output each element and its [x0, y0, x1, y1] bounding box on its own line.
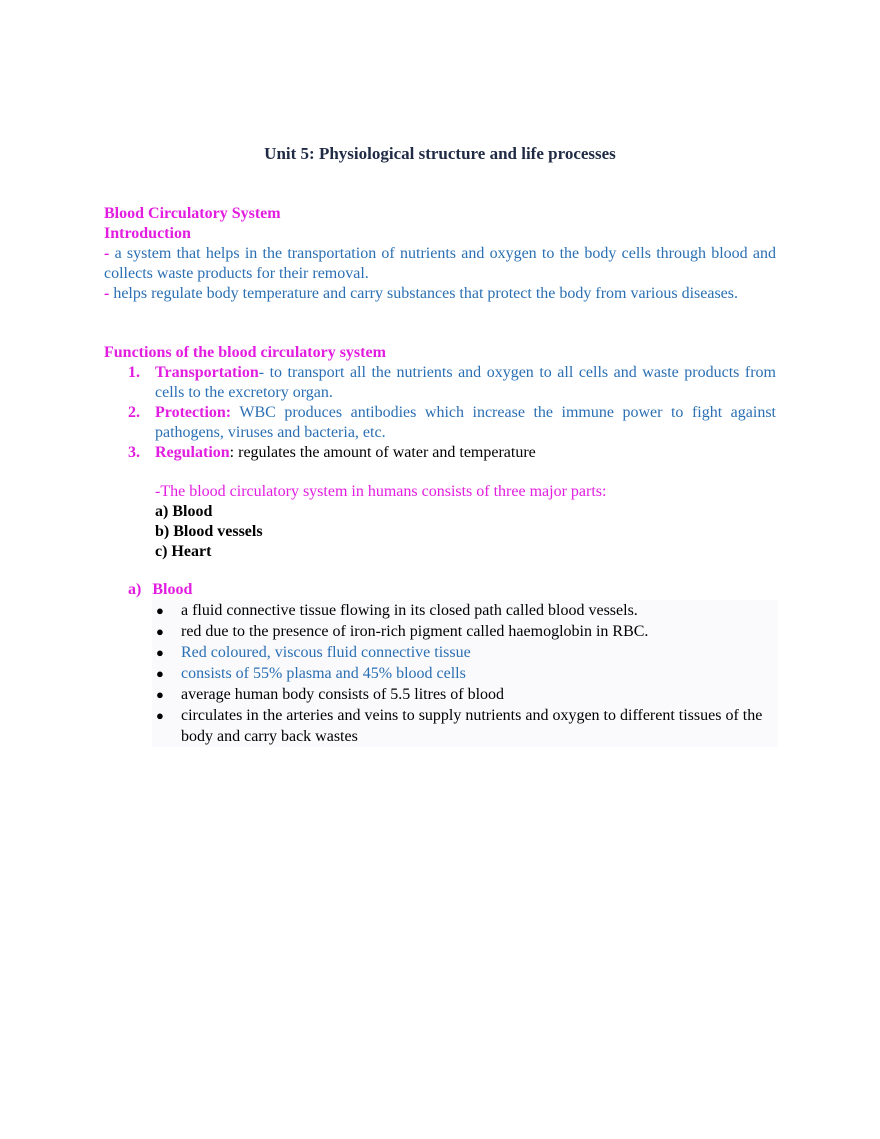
parts-item: b) Blood vessels	[155, 523, 263, 540]
bullet-text: red due to the presence of iron-rich pigment called haemoglobin in RBC.	[181, 623, 649, 640]
bullet-text: a fluid connective tissue flowing in its closed path called blood vessels.	[181, 602, 638, 619]
bullet-icon: ●	[156, 708, 164, 723]
bullet-item	[152, 663, 778, 684]
bullet-item	[152, 705, 778, 747]
function-number: 3.	[128, 444, 140, 461]
function-number: 1.	[128, 364, 140, 381]
function-text: WBC produces antibodies which increase the immune power to fight against pathogens, viruses and bacteria, etc.	[155, 404, 776, 441]
function-number: 2.	[128, 404, 140, 421]
intro-point	[104, 284, 776, 304]
bullet-text: circulates in the arteries and veins to supply nutrients and oxygen to different tissues of the body and carry back wastes	[181, 707, 763, 745]
section-heading: Blood Circulatory System	[104, 205, 281, 222]
function-item	[104, 443, 776, 463]
parts-item: a) Blood	[155, 503, 213, 520]
function-item	[104, 403, 776, 443]
function-item	[104, 363, 776, 403]
bullet-icon: ●	[156, 603, 164, 618]
blood-heading-text: Blood	[152, 581, 193, 598]
blood-heading	[128, 580, 192, 600]
parts-intro: -The blood circulatory system in humans consists of three major parts:	[155, 483, 607, 500]
functions-list	[104, 363, 776, 463]
functions-heading: Functions of the blood circulatory system	[104, 344, 386, 361]
blood-bullet-list	[152, 600, 778, 747]
parts-block	[155, 482, 776, 562]
bullet-text: consists of 55% plasma and 45% blood cells	[181, 665, 466, 682]
function-text: - to transport all the nutrients and oxygen to all cells and waste products from cells to the excretory organ.	[155, 364, 776, 401]
parts-item: c) Heart	[155, 543, 212, 560]
bullet-icon: ●	[156, 624, 164, 639]
intro-point-text: a system that helps in the transportation of nutrients and oxygen to the body cells through blood and collects waste products for their removal.	[104, 245, 776, 282]
intro-section	[104, 204, 776, 304]
intro-point-text: helps regulate body temperature and carry substances that protect the body from various diseases.	[109, 285, 739, 302]
section-subheading: Introduction	[104, 225, 191, 242]
blood-marker: a)	[128, 581, 142, 598]
bullet-item	[152, 642, 778, 663]
function-label: Protection:	[155, 404, 232, 421]
function-label: Regulation	[155, 444, 230, 461]
bullet-item	[152, 621, 778, 642]
page-title: Unit 5: Physiological structure and life processes	[264, 144, 616, 163]
bullet-item	[152, 684, 778, 705]
function-text: : regulates the amount of water and temperature	[229, 444, 536, 461]
bullet-icon: ●	[156, 687, 164, 702]
functions-heading-block	[104, 343, 776, 363]
bullet-icon: ●	[156, 666, 164, 681]
function-label: Transportation	[155, 364, 259, 381]
bullet-item	[152, 600, 778, 621]
bullet-text: Red coloured, viscous fluid connective tissue	[181, 644, 471, 661]
bullet-text: average human body consists of 5.5 litres of blood	[181, 686, 505, 703]
intro-dash: -	[104, 245, 110, 262]
bullet-icon: ●	[156, 645, 164, 660]
intro-dash: -	[104, 285, 110, 302]
intro-point	[104, 244, 776, 284]
